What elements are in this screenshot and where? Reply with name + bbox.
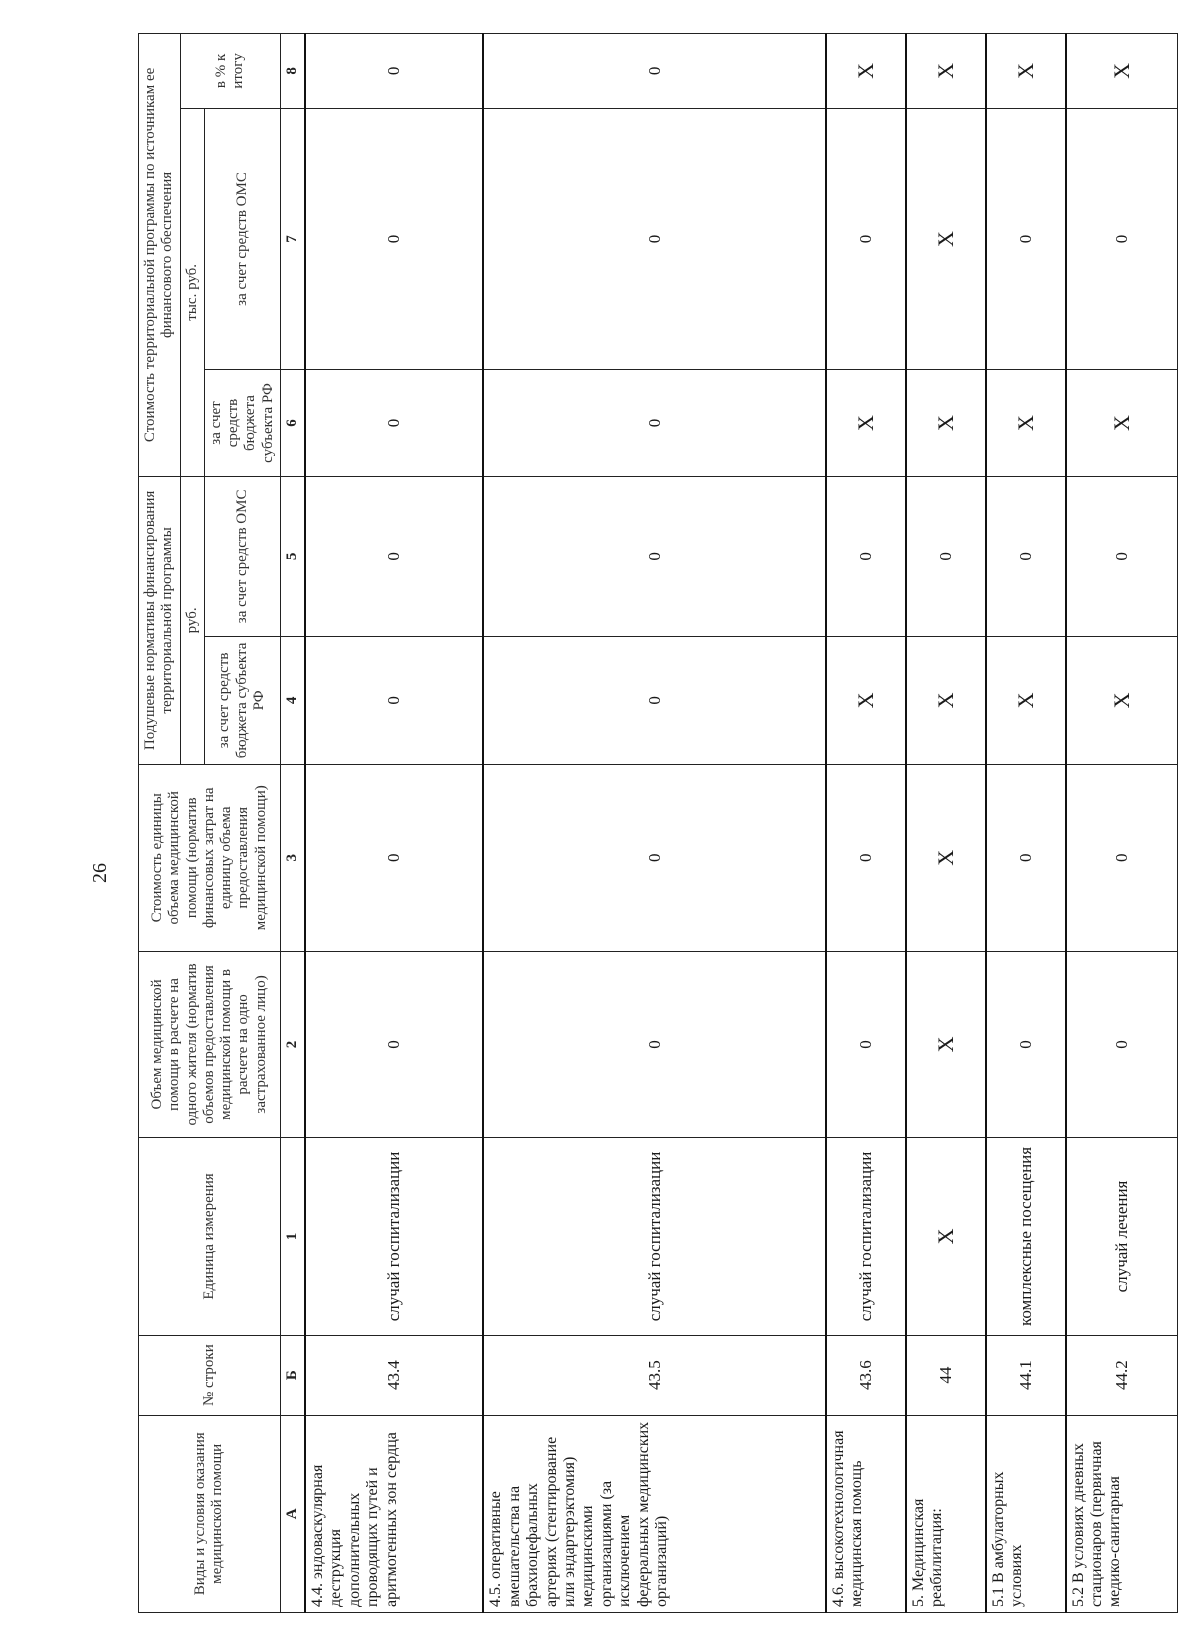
col-number: 4 — [280, 636, 305, 764]
table-row — [305, 34, 483, 1613]
page-number: 26 — [89, 863, 111, 883]
cell-per-capita-budget: X — [986, 636, 1066, 764]
cell-unit: случай лечения — [1066, 1138, 1178, 1335]
cell-program-budget: 0 — [483, 370, 825, 477]
table-row — [906, 34, 986, 1613]
cell-unit: случай госпитализации — [305, 1138, 483, 1335]
cell-per-capita-oms: 0 — [906, 476, 986, 636]
cell-per-capita-budget: X — [906, 636, 986, 764]
header-row-num: № строки — [139, 1335, 281, 1415]
header-kind: Виды и условия оказания медицинской помощи — [139, 1415, 281, 1612]
cell-per-capita-oms: 0 — [1066, 476, 1178, 636]
cell-percent: X — [1066, 34, 1178, 109]
cell-percent: X — [986, 34, 1066, 109]
cell-per-capita-budget: 0 — [483, 636, 825, 764]
cell-program-oms: 0 — [1066, 108, 1178, 369]
cell-program-oms: 0 — [826, 108, 906, 369]
header-per-capita-unit: руб. — [180, 476, 204, 764]
cell-cost-unit: 0 — [1066, 764, 1178, 951]
header-cost-unit: Стоимость единицы объема медицинской помощи (норматив финансовых затрат на единицу объема предоставления медицинской помощи) — [139, 764, 281, 951]
cell-cost-unit: 0 — [986, 764, 1066, 951]
header-percent: в % к итогу — [180, 34, 280, 109]
cell-cost-unit: 0 — [483, 764, 825, 951]
cell-percent: 0 — [483, 34, 825, 109]
cell-unit: случай госпитализации — [826, 1138, 906, 1335]
cell-volume: 0 — [305, 951, 483, 1138]
cell-volume: 0 — [826, 951, 906, 1138]
cell-program-budget: X — [906, 370, 986, 477]
cell-volume: 0 — [986, 951, 1066, 1138]
cell-per-capita-budget: X — [1066, 636, 1178, 764]
cell-cost-unit: X — [906, 764, 986, 951]
financing-table — [138, 33, 1178, 1613]
col-number: 1 — [280, 1138, 305, 1335]
cell-program-oms: 0 — [986, 108, 1066, 369]
header-per-capita-budget: за счет средств бюджета субъекта РФ — [204, 636, 280, 764]
table-row — [986, 34, 1066, 1613]
cell-program-budget: X — [986, 370, 1066, 477]
cell-program-budget: X — [1066, 370, 1178, 477]
cell-percent: X — [826, 34, 906, 109]
header-unit: Единица измерения — [139, 1138, 281, 1335]
cell-program-oms: 0 — [305, 108, 483, 369]
col-number: Б — [280, 1335, 305, 1415]
cell-program-oms: 0 — [483, 108, 825, 369]
header-program-cost-unit: тыс. руб. — [180, 108, 204, 476]
cell-percent: 0 — [305, 34, 483, 109]
table-row — [1066, 34, 1178, 1613]
cell-kind: 5.2 В условиях дневных стационаров (первичная медико-санитарная — [1066, 1415, 1178, 1612]
cell-cost-unit: 0 — [305, 764, 483, 951]
cell-per-capita-oms: 0 — [305, 476, 483, 636]
cell-percent: X — [906, 34, 986, 109]
cell-per-capita-oms: 0 — [986, 476, 1066, 636]
cell-cost-unit: 0 — [826, 764, 906, 951]
header-program-oms: за счет средств ОМС — [204, 108, 280, 369]
cell-program-oms: X — [906, 108, 986, 369]
cell-volume: 0 — [1066, 951, 1178, 1138]
cell-row-num: 43.5 — [483, 1335, 825, 1415]
cell-kind: 4.6. высокотехнологичная медицинская помощь — [826, 1415, 906, 1612]
header-program-cost: Стоимость территориальной программы по источникам ее финансового обеспечения — [139, 34, 181, 477]
cell-row-num: 43.6 — [826, 1335, 906, 1415]
financing-table-rotated — [138, 33, 1178, 1613]
cell-row-num: 43.4 — [305, 1335, 483, 1415]
cell-unit: комплексные посещения — [986, 1138, 1066, 1335]
col-number: 6 — [280, 370, 305, 477]
cell-kind: 5. Медицинская реабилитация: — [906, 1415, 986, 1612]
col-number: А — [280, 1415, 305, 1612]
col-number: 5 — [280, 476, 305, 636]
cell-per-capita-oms: 0 — [826, 476, 906, 636]
cell-row-num: 44 — [906, 1335, 986, 1415]
col-number: 8 — [280, 34, 305, 109]
table-row — [483, 34, 825, 1613]
col-number: 2 — [280, 951, 305, 1138]
cell-per-capita-oms: 0 — [483, 476, 825, 636]
header-per-capita: Подушевые нормативы финансирования территориальной программы — [139, 476, 181, 764]
cell-volume: X — [906, 951, 986, 1138]
cell-kind: 5.1 В амбулаторных условиях — [986, 1415, 1066, 1612]
cell-kind: 4.5. оперативные вмешательства на брахиоцефальных артериях (стентирование или эндартерэктомия) медицинскими организациями (за исключением федеральных медицинских организаций) — [483, 1415, 825, 1612]
cell-program-budget: 0 — [305, 370, 483, 477]
cell-per-capita-budget: X — [826, 636, 906, 764]
cell-row-num: 44.1 — [986, 1335, 1066, 1415]
cell-kind: 4.4. эндоваскулярная деструкция дополнительных проводящих путей и аритмогенных зон сердца — [305, 1415, 483, 1612]
cell-per-capita-budget: 0 — [305, 636, 483, 764]
col-number: 3 — [280, 764, 305, 951]
table-row — [826, 34, 906, 1613]
cell-unit: X — [906, 1138, 986, 1335]
cell-row-num: 44.2 — [1066, 1335, 1178, 1415]
header-volume: Объем медицинской помощи в расчете на одного жителя (норматив объемов предоставления медицинской помощи в расчете на одно застрахованное лицо) — [139, 951, 281, 1138]
header-program-budget: за счет средств бюджета субъекта РФ — [204, 370, 280, 477]
cell-unit: случай госпитализации — [483, 1138, 825, 1335]
header-per-capita-oms: за счет средств ОМС — [204, 476, 280, 636]
cell-program-budget: X — [826, 370, 906, 477]
col-number: 7 — [280, 108, 305, 369]
cell-volume: 0 — [483, 951, 825, 1138]
